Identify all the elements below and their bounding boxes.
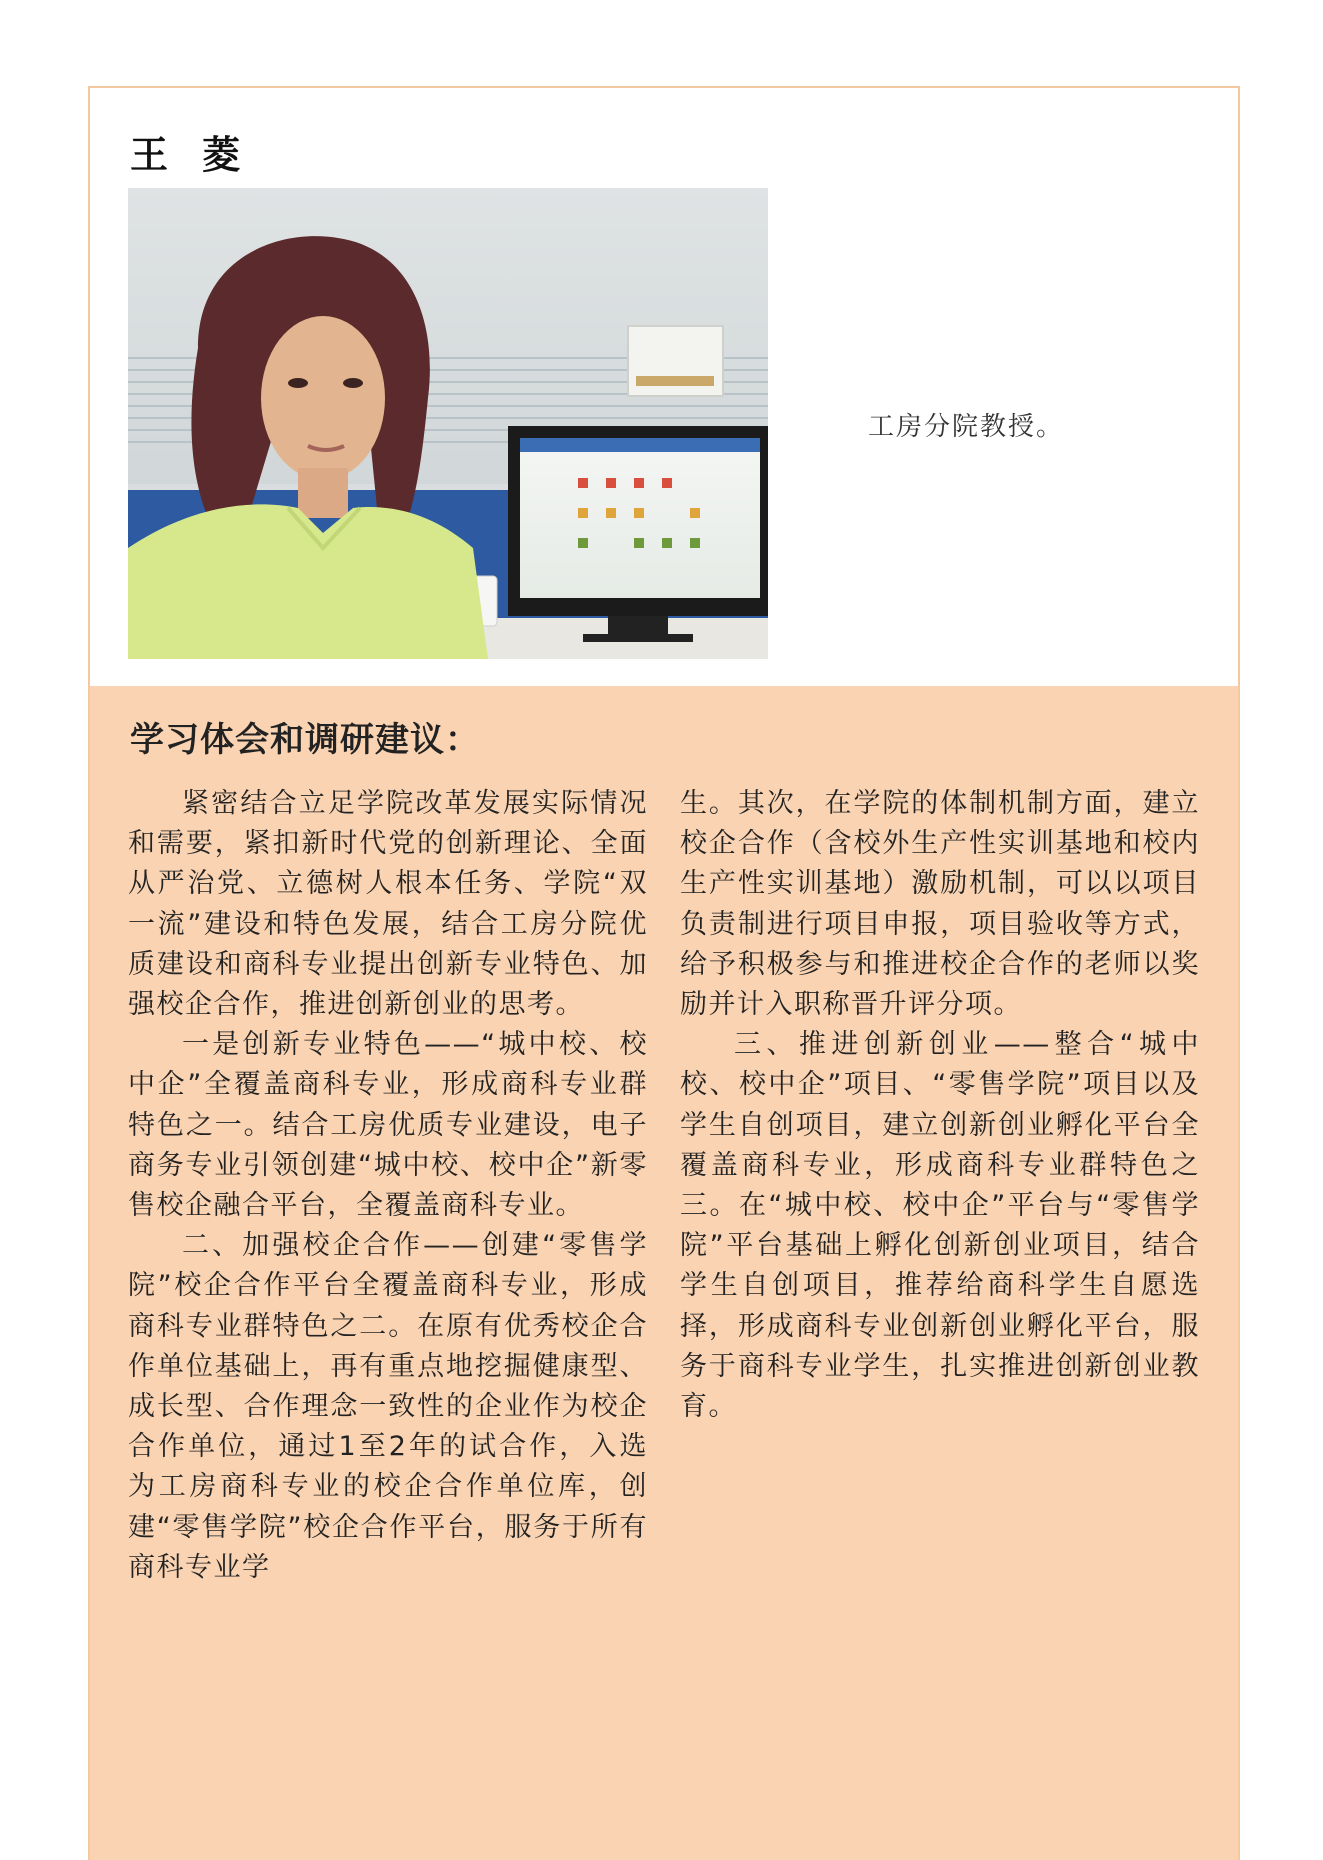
article-column-left [128,784,648,1588]
section-title: 学习体会和调研建议： [130,720,480,760]
profile-card [88,86,1240,1860]
paragraph-continued: 生。其次，在学院的体制机制方面，建立校企合作（含校外生产性实训基地和校内生产性实训基地）激励机制，可以以项目负责制进行项目申报，项目验收等方式，给予积极参与和推进校企合作的老师以奖励并计入职称晋升评分项。 [680,788,1200,1021]
profile-header [90,88,1238,686]
profile-caption: 工房分院教授。 [868,412,1065,442]
paragraph: 三、推进创新创业——整合“城中校、校中企”项目、“零售学院”项目以及学生自创项目，建立创新创业孵化平台全覆盖商科专业，形成商科专业群特色之三。在“城中校、校中企”平台与“零售学院”平台基础上孵化创新创业项目，结合学生自创项目，推荐给商科学生自愿选择，形成商科专业创新创业孵化平台，服务于商科专业学生，扎实推进创新创业教育。 [680,1029,1200,1423]
paragraph: 紧密结合立足学院改革发展实际情况和需要，紧扣新时代党的创新理论、全面从严治党、立德树人根本任务、学院“双一流”建设和特色发展，结合工房分院优质建设和商科专业提出创新专业特色、加强校企合作，推进创新创业的思考。 [128,788,648,1021]
paragraph: 二、加强校企合作——创建“零售学院”校企合作平台全覆盖商科专业，形成商科专业群特色之二。在原有优秀校企合作单位基础上，再有重点地挖掘健康型、成长型、合作理念一致性的企业作为校企合作单位，通过1至2年的试合作，入选为工房商科专业的校企合作单位库，创建“零售学院”校企合作平台，服务于所有商科专业学 [128,1230,648,1583]
article-column-right [680,784,1200,1427]
article-section [90,686,1238,1860]
portrait-photo [128,188,768,659]
person-name: 王菱 [130,133,275,177]
paragraph: 一是创新专业特色——“城中校、校中企”全覆盖商科专业，形成商科专业群特色之一。结合工房优质专业建设，电子商务专业引领创建“城中校、校中企”新零售校企融合平台，全覆盖商科专业。 [128,1029,648,1222]
